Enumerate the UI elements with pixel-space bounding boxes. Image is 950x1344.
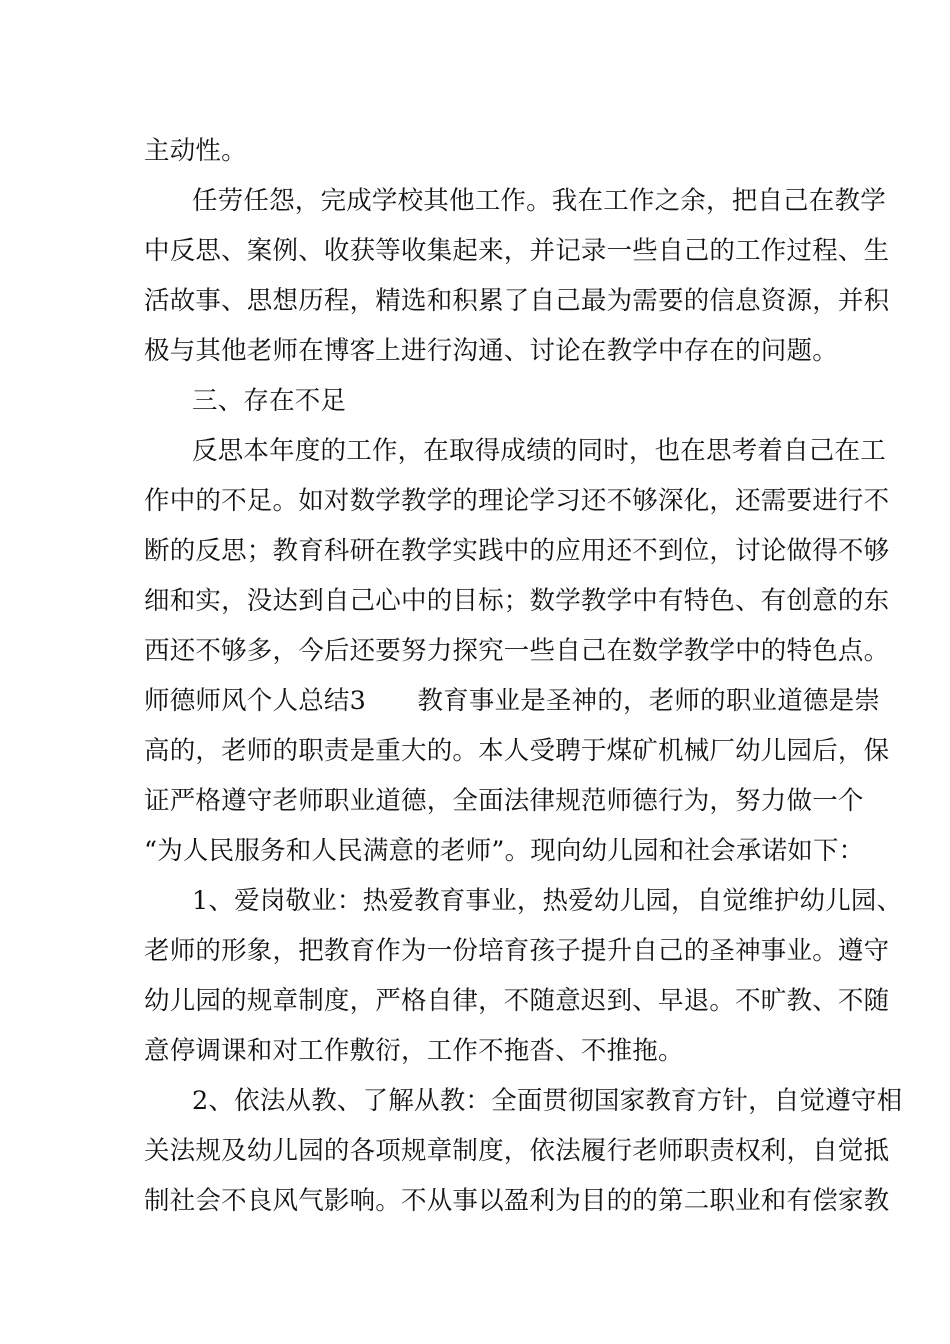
text-line: 任劳任怨，完成学校其他工作。我在工作之余，把自己在教学 — [192, 186, 886, 216]
text-line: 制社会不良风气影响。不从事以盈利为目的的第二职业和有偿家教 — [144, 1186, 890, 1216]
section-heading: 三、存在不足 — [192, 386, 347, 416]
text-line: 作中的不足。如对数学教学的理论学习还不够深化，还需要进行不 — [144, 486, 890, 516]
text-line: 西还不够多，今后还要努力探究一些自己在数学教学中的特色点。 — [144, 636, 890, 666]
text-line: 活故事、思想历程，精选和积累了自己最为需要的信息资源，并积 — [144, 286, 890, 316]
text-line: 极与其他老师在博客上进行沟通、讨论在教学中存在的问题。 — [144, 336, 838, 366]
text-line: 高的，老师的职责是重大的。本人受聘于煤矿机械厂幼儿园后，保 — [144, 736, 890, 766]
text-line: 主动性。 — [144, 136, 247, 166]
text-line: 2、依法从教、了解从教：全面贯彻国家教育方针，自觉遵守相 — [192, 1086, 903, 1116]
text-line: 证严格遵守老师职业道德，全面法律规范师德行为，努力做一个 — [144, 786, 864, 816]
text-line: 断的反思；教育科研在教学实践中的应用还不到位，讨论做得不够 — [144, 536, 890, 566]
text-line: 老师的形象，把教育作为一份培育孩子提升自己的圣神事业。遵守 — [144, 936, 890, 966]
text-line: 意停调课和对工作敷衍，工作不拖沓、不推拖。 — [144, 1036, 684, 1066]
text-line: 师德师风个人总结3 教育事业是圣神的，老师的职业道德是崇 — [144, 686, 881, 716]
text-line: 中反思、案例、收获等收集起来，并记录一些自己的工作过程、生 — [144, 236, 890, 266]
text-line: 细和实，没达到自己心中的目标；数学教学中有特色、有创意的东 — [144, 586, 890, 616]
text-line: 1、爱岗敬业：热爱教育事业，热爱幼儿园，自觉维护幼儿园、 — [192, 886, 903, 916]
text-line: “为人民服务和人民满意的老师”。现向幼儿园和社会承诺如下： — [144, 836, 865, 866]
text-line: 关法规及幼儿园的各项规章制度，依法履行老师职责权利，自觉抵 — [144, 1136, 890, 1166]
text-line: 幼儿园的规章制度，严格自律，不随意迟到、早退。不旷教、不随 — [144, 986, 890, 1016]
text-line: 反思本年度的工作，在取得成绩的同时，也在思考着自己在工 — [192, 436, 886, 466]
